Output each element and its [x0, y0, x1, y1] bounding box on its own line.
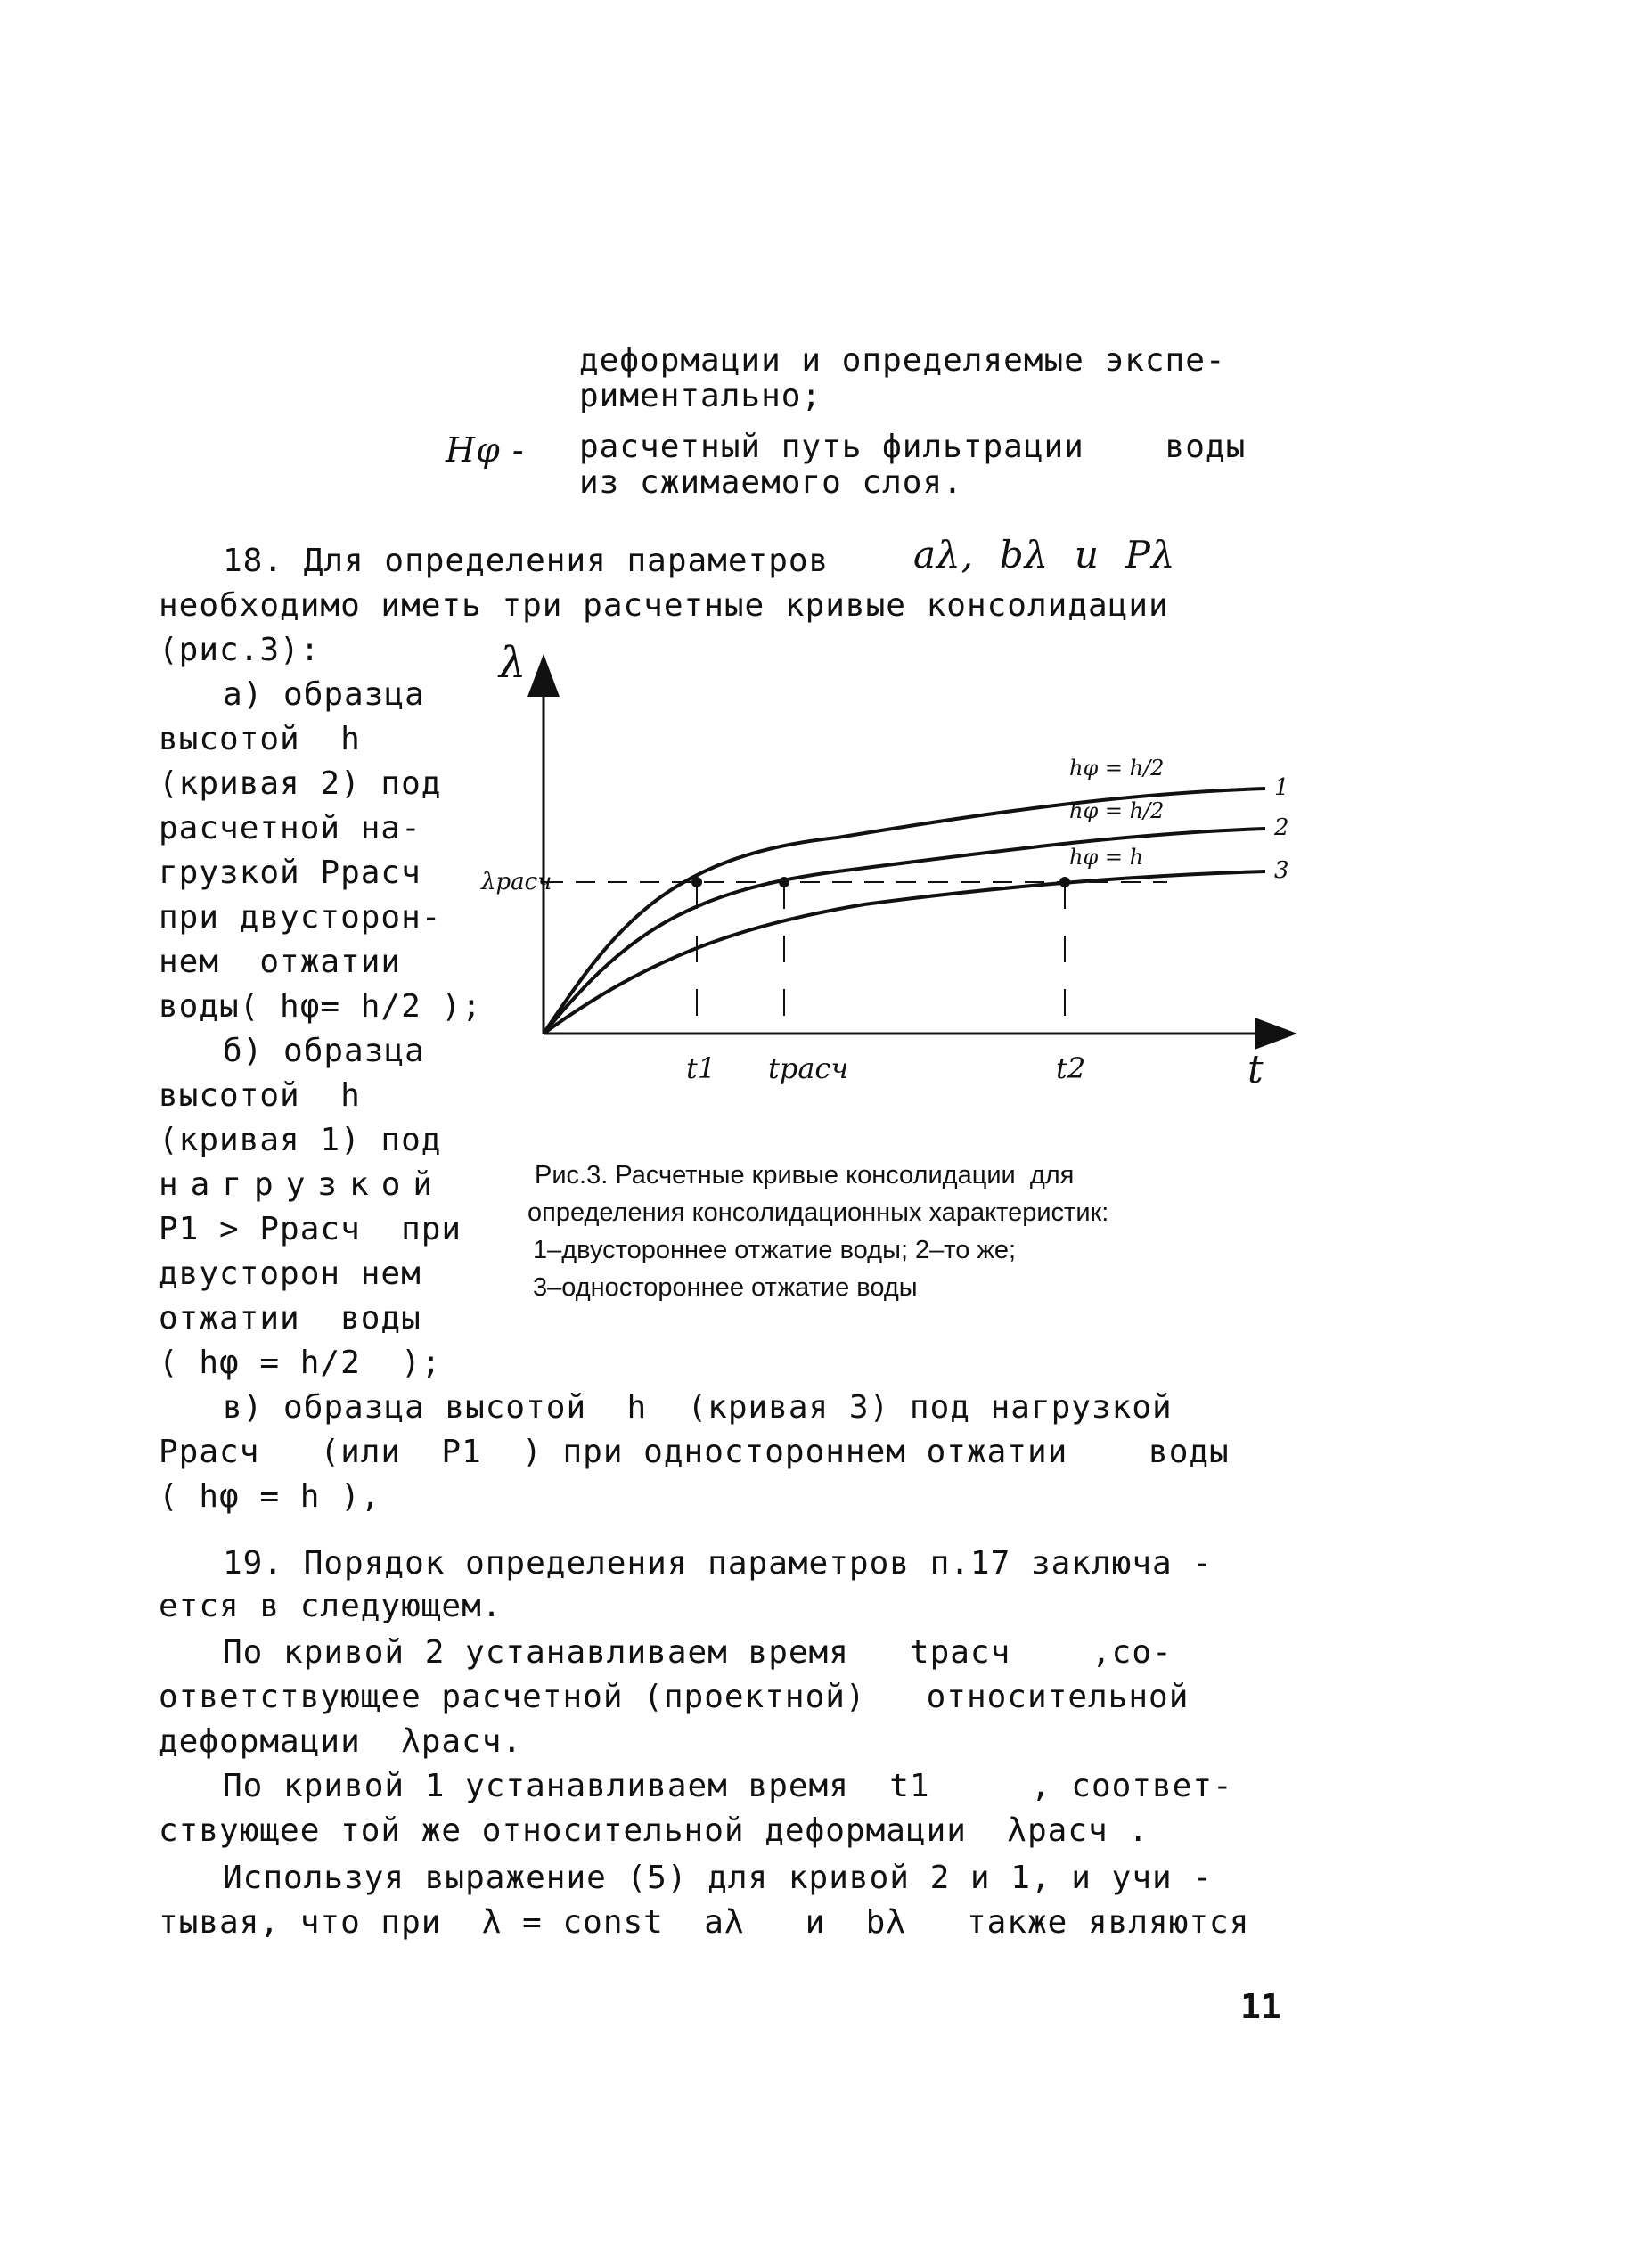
def-line-2: риментально; — [579, 378, 822, 414]
list-a-line: нем отжатии — [159, 944, 402, 980]
para19-line-1: 19. Порядок определения параметров п.17 заключа - — [223, 1545, 1214, 1582]
list-a-line: при двусторон- — [159, 899, 442, 936]
para19-line-4: ответствующее расчетной (проектной) относительной — [159, 1679, 1190, 1715]
point-curve2 — [779, 877, 789, 887]
para18-line-1: 18. Для определения параметров — [223, 543, 830, 579]
list-b-line: P1 > Pрасч при — [159, 1211, 462, 1247]
curve-annotation-1: hφ = h/2 — [1069, 756, 1165, 781]
list-a-line: (кривая 2) под — [159, 765, 442, 802]
para19-line-6: По кривой 1 устанавливаем время t1 , соответ- — [223, 1768, 1233, 1804]
y-axis-label: λ — [499, 642, 527, 688]
page-number: 11 — [1240, 1987, 1281, 2026]
figure-caption-line-1: Рис.3. Расчетные кривые консолидации для — [535, 1161, 1075, 1190]
def-symbol: Hφ - — [446, 430, 525, 470]
curve-annotation-2: hφ = h/2 — [1069, 798, 1165, 823]
curve-label-1: 1 — [1274, 774, 1289, 801]
curve-1 — [544, 789, 1265, 1034]
list-b-line: (кривая 1) под — [159, 1122, 442, 1158]
list-c-line-2: Pрасч (или P1 ) при одностороннем отжатии воды — [159, 1434, 1230, 1470]
list-a-line: расчетной на- — [159, 810, 421, 846]
list-b-line: двусторон нем — [159, 1255, 421, 1292]
x-tick-label-t1: t1 — [686, 1051, 716, 1085]
consolidation-chart — [463, 642, 1310, 1105]
x-tick-label-trasch: tрасч — [768, 1051, 849, 1085]
list-b-line: б) образца — [223, 1033, 425, 1069]
curve-2 — [544, 829, 1265, 1034]
list-c-line-1: в) образца высотой h (кривая 3) под нагрузкой — [223, 1389, 1173, 1426]
figure-caption-line-3: 1–двустороннее отжатие воды; 2–то же; — [533, 1236, 1017, 1264]
curve-3 — [544, 871, 1265, 1034]
figure-caption-line-2: определения консолидационных характеристик: — [527, 1198, 1109, 1227]
list-a-line: грузкой Pрасч — [159, 854, 421, 891]
list-a-line: воды( hφ= h/2 ); — [159, 988, 482, 1025]
x-tick-label-t2: t2 — [1056, 1051, 1086, 1085]
para18-line-2: необходимо иметь три расчетные кривые консолидации — [159, 587, 1169, 624]
list-a-line: а) образца — [223, 676, 425, 713]
figure-caption-line-4: 3–одностороннее отжатие воды — [533, 1273, 918, 1302]
list-a-line: высотой h — [159, 721, 361, 757]
point-curve3 — [1059, 877, 1070, 887]
list-b-line: отжатии воды — [159, 1300, 421, 1337]
para19-line-3: По кривой 2 устанавливаем время tрасч ,со- — [223, 1634, 1173, 1671]
def-line-1: деформации и определяемые экспе- — [579, 342, 1226, 379]
y-tick-label: λрасч — [481, 869, 552, 895]
def-line-3: расчетный путь фильтрации воды — [579, 429, 1247, 465]
x-axis-label: t — [1247, 1047, 1264, 1092]
def-line-4: из сжимаемого слоя. — [579, 464, 963, 501]
curve-label-2: 2 — [1274, 814, 1289, 841]
para19-line-7: ствующее той же относительной деформации λрасч . — [159, 1812, 1149, 1849]
list-b-line: высотой h — [159, 1077, 361, 1114]
curve-label-3: 3 — [1274, 857, 1289, 884]
para18-params: aλ, bλ и Pλ — [913, 533, 1176, 576]
para19-line-8: Используя выражение (5) для кривой 2 и 1, и учи - — [223, 1860, 1214, 1896]
curve-annotation-3: hφ = h — [1069, 845, 1144, 870]
para18-line-3: (рис.3): — [159, 632, 321, 668]
para19-line-9: тывая, что при λ = const aλ и bλ также являются — [159, 1904, 1250, 1941]
para19-line-5: деформации λрасч. — [159, 1723, 523, 1760]
list-b-line: ( hφ = h/2 ); — [159, 1345, 442, 1381]
list-c-line-3: ( hφ = h ), — [159, 1478, 381, 1515]
para19-line-2: ется в следующем. — [159, 1588, 503, 1624]
point-curve1 — [691, 877, 702, 887]
list-b-line: нагрузкой — [159, 1166, 446, 1203]
